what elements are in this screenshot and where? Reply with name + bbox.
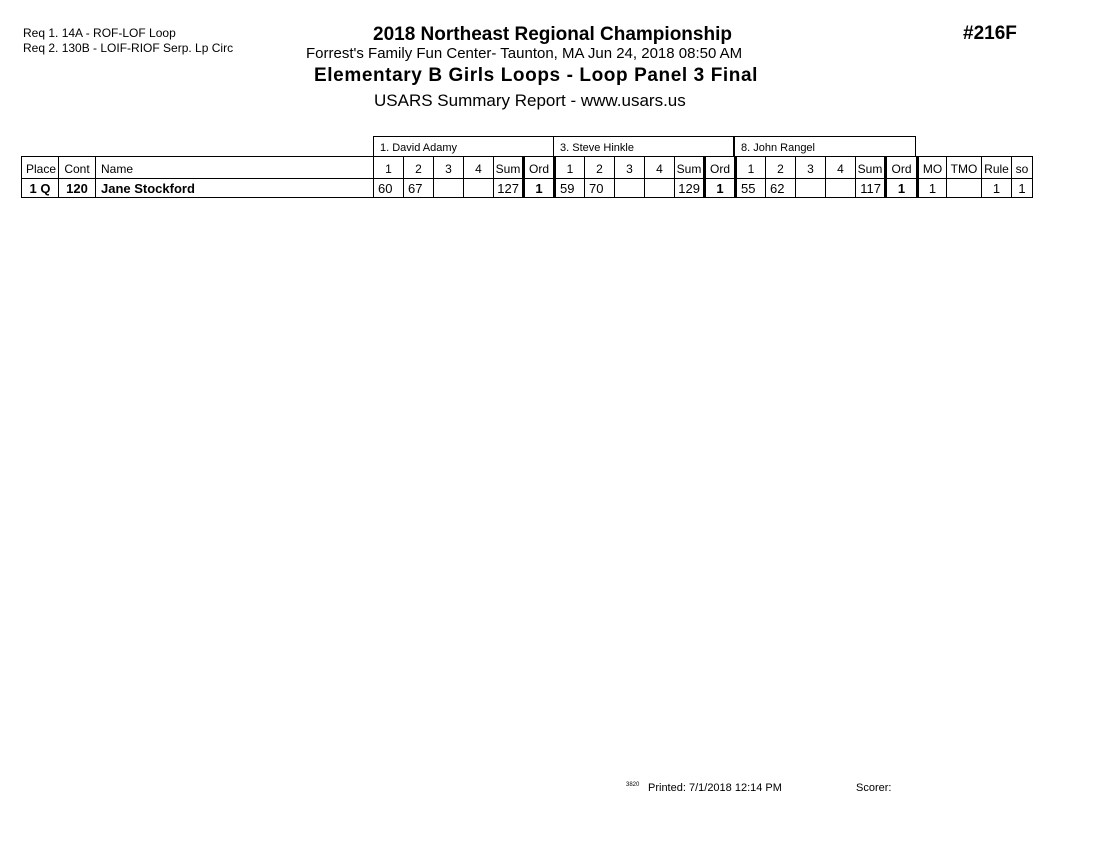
col-j3-fig4: 4 — [826, 157, 856, 179]
col-j2-fig1: 1 — [555, 157, 585, 179]
j1-fig2-score: 67 — [404, 179, 434, 198]
j1-ordinal: 1 — [524, 179, 555, 198]
event-number: #216F — [963, 23, 1017, 44]
col-cont: Cont — [59, 157, 96, 179]
competition-title: 2018 Northeast Regional Championship — [373, 24, 732, 45]
tmo-value — [947, 179, 982, 198]
col-j2-fig4: 4 — [645, 157, 675, 179]
col-j3-fig2: 2 — [766, 157, 796, 179]
j3-fig3-score — [796, 179, 826, 198]
col-j3-fig1: 1 — [736, 157, 766, 179]
j3-fig1-score: 55 — [736, 179, 766, 198]
judge-header-2: 3. Steve Hinkle — [553, 136, 734, 156]
place-cell: 1 Q — [22, 179, 59, 198]
col-j1-fig1: 1 — [374, 157, 404, 179]
judge-header-3: 8. John Rangel — [734, 136, 916, 156]
col-j1-fig3: 3 — [434, 157, 464, 179]
col-tmo: TMO — [947, 157, 982, 179]
j2-ordinal: 1 — [705, 179, 736, 198]
mo-value: 1 — [918, 179, 947, 198]
col-j2-sum: Sum — [675, 157, 705, 179]
col-place: Place — [22, 157, 59, 179]
j2-fig1-score: 59 — [555, 179, 585, 198]
col-mo: MO — [918, 157, 947, 179]
col-j1-sum: Sum — [494, 157, 524, 179]
col-name: Name — [96, 157, 374, 179]
footer-code: 3820 — [626, 782, 640, 788]
j2-fig4-score — [645, 179, 675, 198]
j2-sum: 129 — [675, 179, 705, 198]
col-j1-fig2: 2 — [404, 157, 434, 179]
j3-fig4-score — [826, 179, 856, 198]
j3-fig2-score: 62 — [766, 179, 796, 198]
j1-fig3-score — [434, 179, 464, 198]
venue-date: Forrest's Family Fun Center- Taunton, MA Jun 24, 2018 08:50 AM — [306, 45, 743, 62]
col-j3-ord: Ord — [886, 157, 918, 179]
j1-fig1-score: 60 — [374, 179, 404, 198]
cont-cell: 120 — [59, 179, 96, 198]
j2-fig2-score: 70 — [585, 179, 615, 198]
results-table — [21, 156, 1033, 198]
requirement-2: Req 2. 130B - LOIF-RIOF Serp. Lp Circ — [23, 41, 234, 55]
col-j2-fig2: 2 — [585, 157, 615, 179]
col-so: so — [1012, 157, 1033, 179]
col-j2-fig3: 3 — [615, 157, 645, 179]
j3-sum: 117 — [856, 179, 886, 198]
so-value: 1 — [1012, 179, 1033, 198]
requirement-1: Req 1. 14A - ROF-LOF Loop — [23, 26, 176, 40]
skater-name: Jane Stockford — [96, 179, 374, 198]
j3-ordinal: 1 — [886, 179, 918, 198]
col-j3-fig3: 3 — [796, 157, 826, 179]
judge-header-1: 1. David Adamy — [373, 136, 554, 156]
j1-sum: 127 — [494, 179, 524, 198]
scorer-label: Scorer: — [856, 782, 892, 794]
report-title: USARS Summary Report - www.usars.us — [374, 91, 686, 110]
rule-value: 1 — [982, 179, 1012, 198]
header-row — [22, 157, 1033, 179]
col-j1-ord: Ord — [524, 157, 555, 179]
j2-fig3-score — [615, 179, 645, 198]
col-j3-sum: Sum — [856, 157, 886, 179]
printed-timestamp: Printed: 7/1/2018 12:14 PM — [648, 782, 782, 794]
event-title: Elementary B Girls Loops - Loop Panel 3 Final — [314, 65, 759, 86]
col-j2-ord: Ord — [705, 157, 736, 179]
col-rule: Rule — [982, 157, 1012, 179]
col-j1-fig4: 4 — [464, 157, 494, 179]
j1-fig4-score — [464, 179, 494, 198]
result-row — [22, 179, 1033, 198]
